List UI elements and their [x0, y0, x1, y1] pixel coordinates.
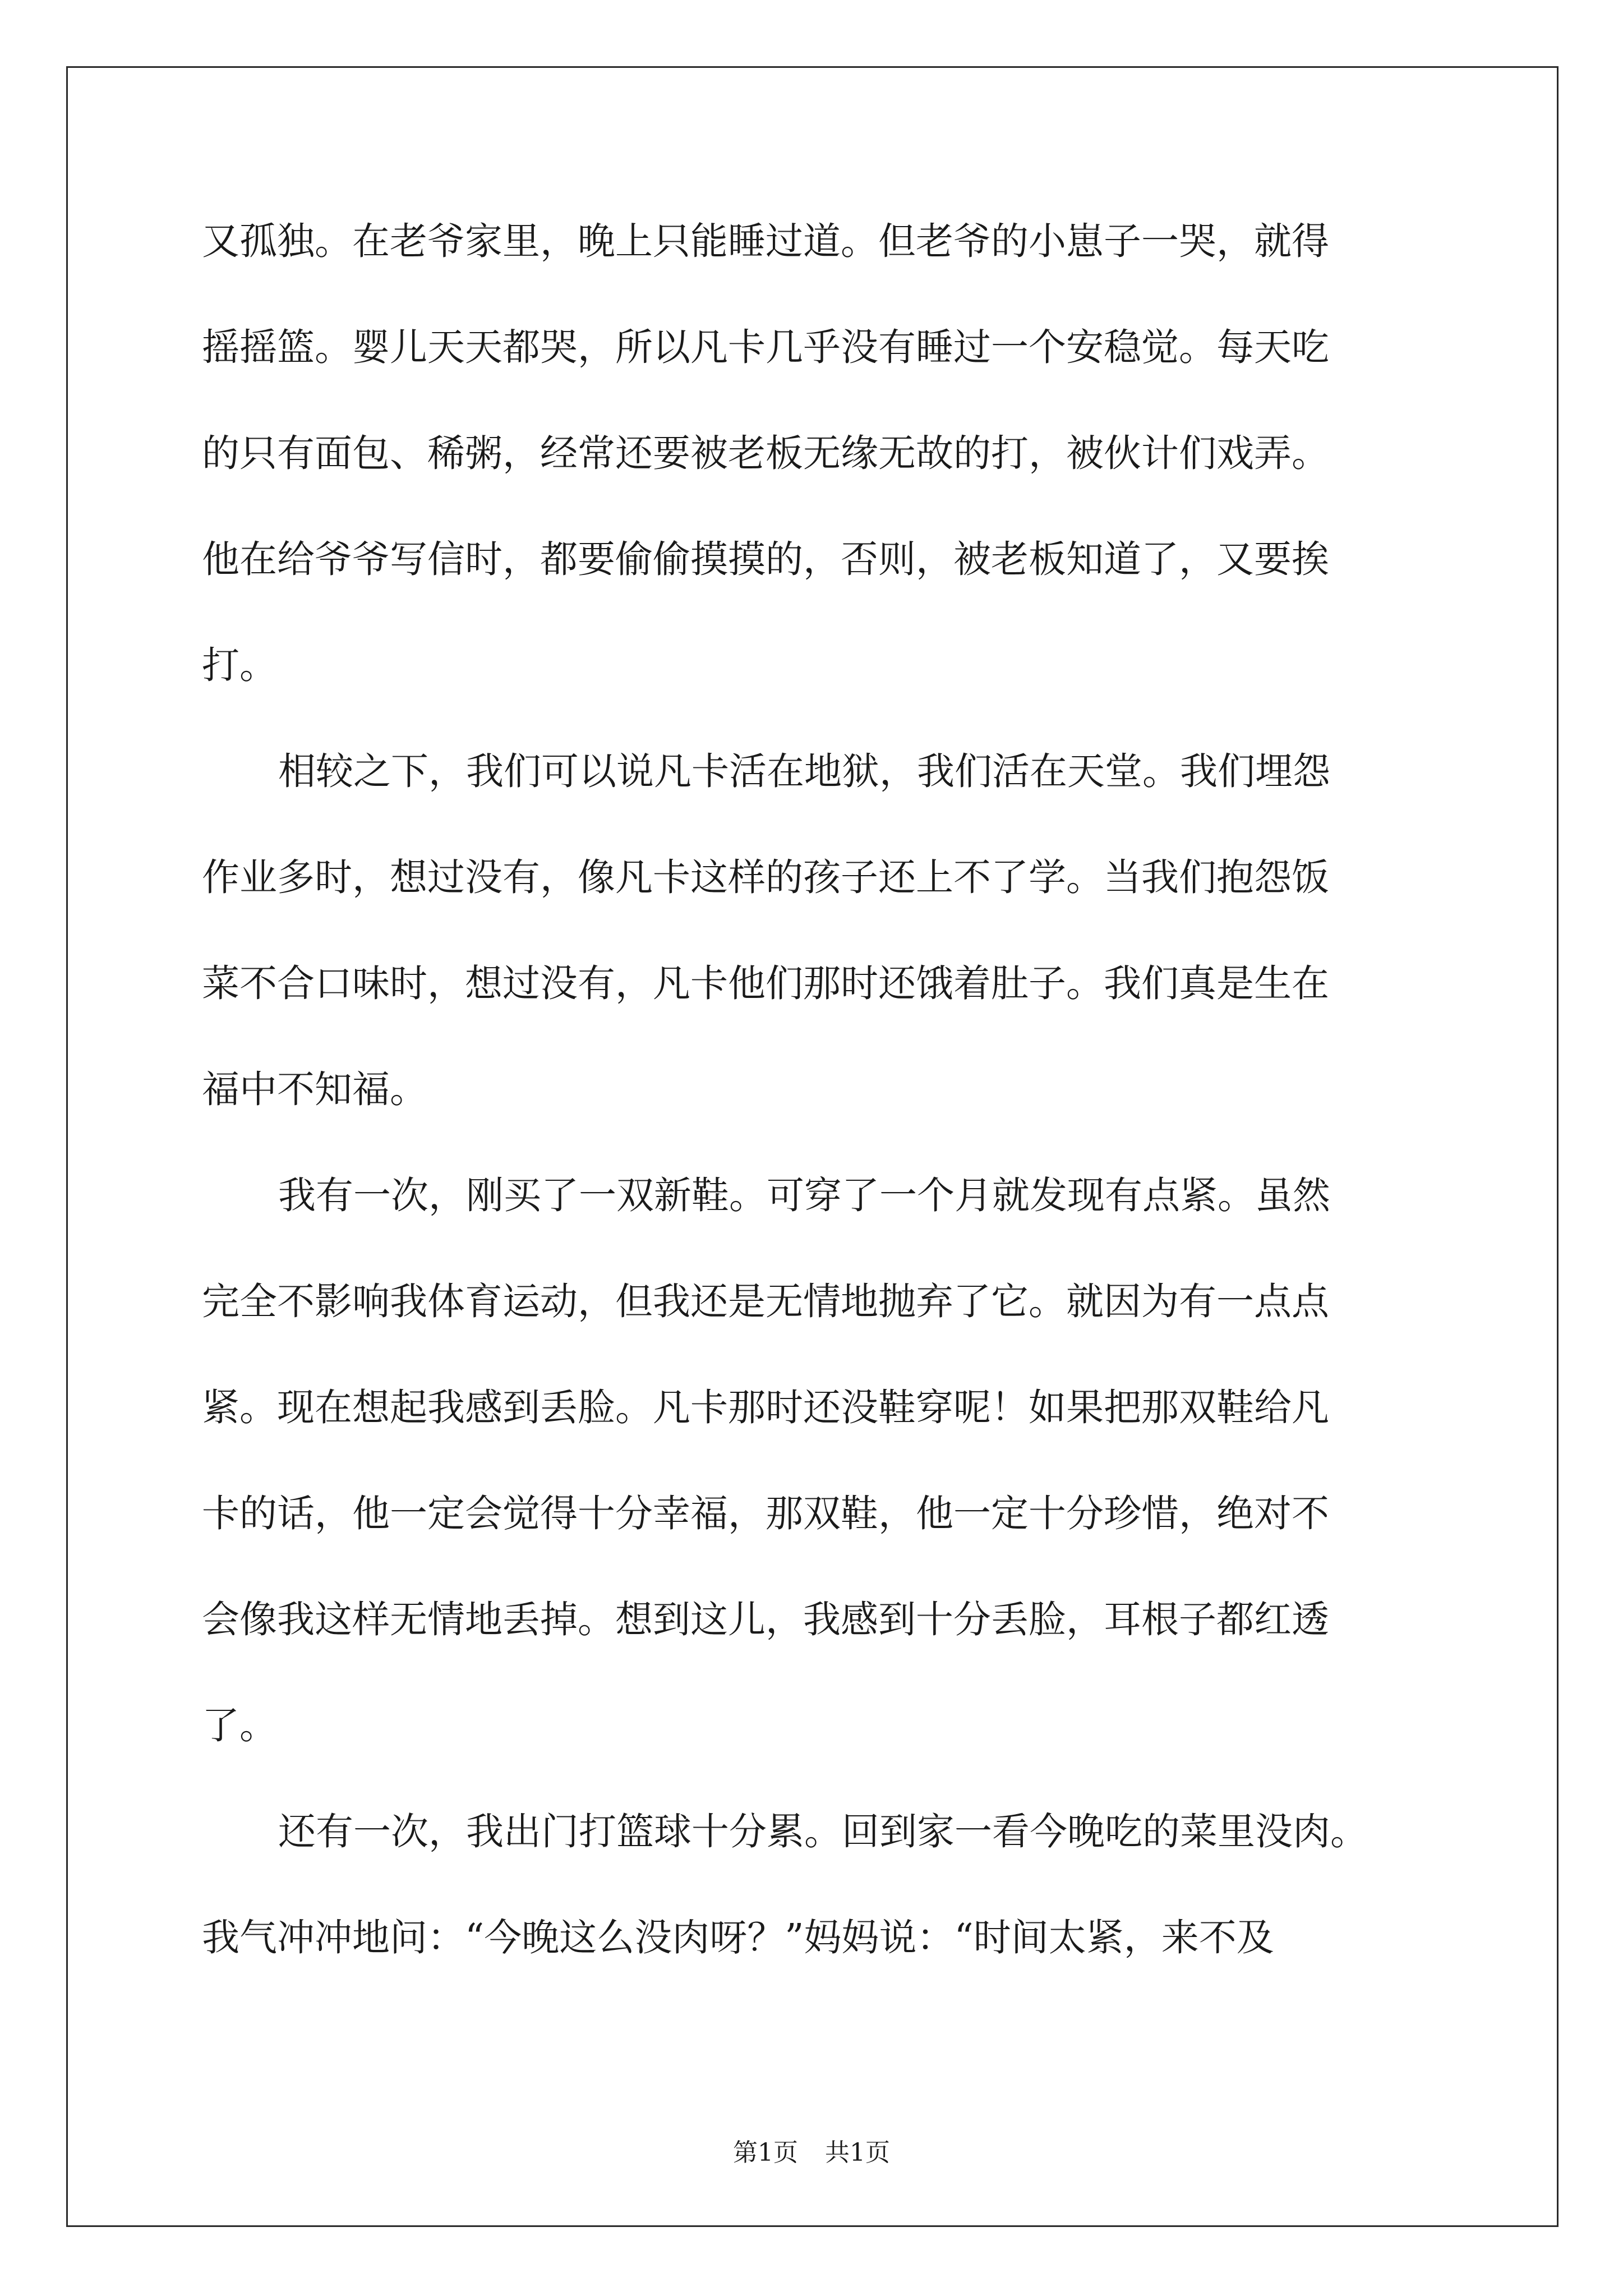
body-line: 摇摇篮。婴儿天天都哭，所以凡卡几乎没有睡过一个安稳觉。每天吃 [202, 325, 1329, 369]
body-line: 了。 [202, 1704, 277, 1747]
paragraph-first-line: 还有一次，我出门打篮球十分累。回到家一看今晚吃的菜里没肉。 [278, 1810, 1368, 1853]
body-line: 打。 [202, 643, 277, 687]
paragraph-first-line: 我有一次，刚买了一双新鞋。可穿了一个月就发现有点紧。虽然 [278, 1174, 1330, 1217]
body-line: 卡的话，他一定会觉得十分幸福，那双鞋，他一定十分珍惜，绝对不 [202, 1492, 1329, 1535]
body-line: 完全不影响我体育运动，但我还是无情地抛弃了它。就因为有一点点 [202, 1280, 1329, 1323]
paragraph-first-line: 相较之下，我们可以说凡卡活在地狱，我们活在天堂。我们埋怨 [278, 749, 1330, 793]
body-line: 福中不知福。 [202, 1068, 427, 1111]
body-line: 菜不合口味时，想过没有，凡卡他们那时还饿着肚子。我们真是生在 [202, 961, 1329, 1005]
document-body [202, 213, 1424, 2016]
body-line: 我气冲冲地问：“今晚这么没肉呀？”妈妈说：“时间太紧，来不及 [202, 1916, 1274, 1959]
body-line: 紧。现在想起我感到丢脸。凡卡那时还没鞋穿呢！如果把那双鞋给凡 [202, 1386, 1329, 1429]
body-line: 他在给爷爷写信时，都要偷偷摸摸的，否则，被老板知道了，又要挨 [202, 537, 1329, 581]
body-line: 的只有面包、稀粥，经常还要被老板无缘无故的打，被伙计们戏弄。 [202, 431, 1329, 475]
page-number: 第1页 [733, 2138, 798, 2167]
body-line: 会像我这样无情地丢掉。想到这儿，我感到十分丢脸，耳根子都红透 [202, 1598, 1329, 1641]
body-line: 又孤独。在老爷家里，晚上只能睡过道。但老爷的小崽子一哭，就得 [202, 219, 1329, 263]
body-line: 作业多时，想过没有，像凡卡这样的孩子还上不了学。当我们抱怨饭 [202, 855, 1329, 899]
page-footer [0, 2136, 1623, 2170]
total-pages: 共1页 [825, 2138, 890, 2167]
